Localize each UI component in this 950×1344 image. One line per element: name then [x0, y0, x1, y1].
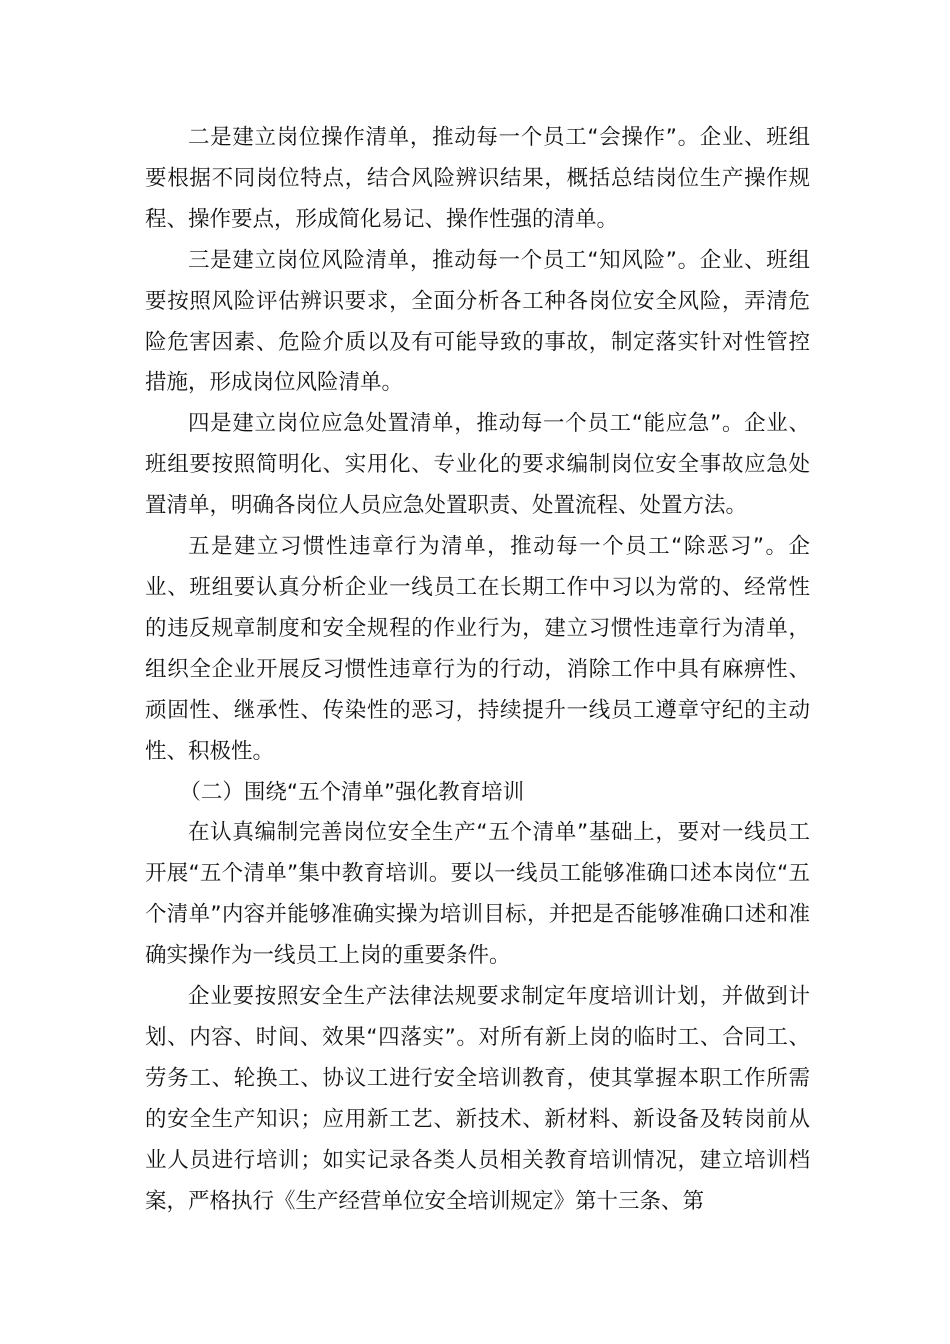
paragraph-risk-list: 三是建立岗位风险清单，推动每一个员工“知风险”。企业、班组要按照风险评估辨识要求，全面分析各工种各岗位安全风险，弄清危险危害因素、危险介质以及有可能导致的事故，制定落实针对性管控措施，形成岗位风险清单。: [145, 247, 810, 396]
paragraph-violation-list: 五是建立习惯性违章行为清单，推动每一个员工“除恶习”。企业、班组要认真分析企业一线员工在长期工作中习以为常的、经常性的违反规章制度和安全规程的作业行为，建立习惯性违章行为清单，组织全企业开展反习惯性违章行为的行动，消除工作中具有麻痹性、顽固性、继承性、传染性的恶习，持续提升一线员工遵章守纪的主动性、积极性。: [145, 534, 810, 764]
paragraph-training-goal: 在认真编制完善岗位安全生产“五个清单”基础上，要对一线员工开展“五个清单”集中教育培训。要以一线员工能够准确口述本岗位“五个清单”内容并能够准确实操为培训目标，并把是否能够准确口述和准确实操作为一线员工上岗的重要条件。: [145, 820, 810, 969]
paragraph-operation-list: 二是建立岗位操作清单，推动每一个员工“会操作”。企业、班组要根据不同岗位特点，结合风险辨识结果，概括总结岗位生产操作规程、操作要点，形成简化易记、操作性强的清单。: [145, 125, 810, 232]
section-heading: （二）围绕“五个清单”强化教育培训: [179, 779, 525, 805]
document-body: [145, 118, 810, 1222]
paragraph-emergency-list: 四是建立岗位应急处置清单，推动每一个员工“能应急”。企业、班组要按照简明化、实用化、专业化的要求编制岗位安全事故应急处置清单，明确各岗位人员应急处置职责、处置流程、处置方法。: [145, 411, 810, 519]
paragraph-training-plan: 企业要按照安全生产法律法规要求制定年度培训计划，并做到计划、内容、时间、效果“四落实”。对所有新上岗的临时工、合同工、劳务工、轮换工、协议工进行安全培训教育，使其掌握本职工作所需的安全生产知识；应用新工艺、新技术、新材料、新设备及转岗前从业人员进行培训；如实记录各类人员相关教育培训情况，建立培训档案，严格执行《生产经营单位安全培训规定》第十三条、第: [145, 984, 810, 1214]
